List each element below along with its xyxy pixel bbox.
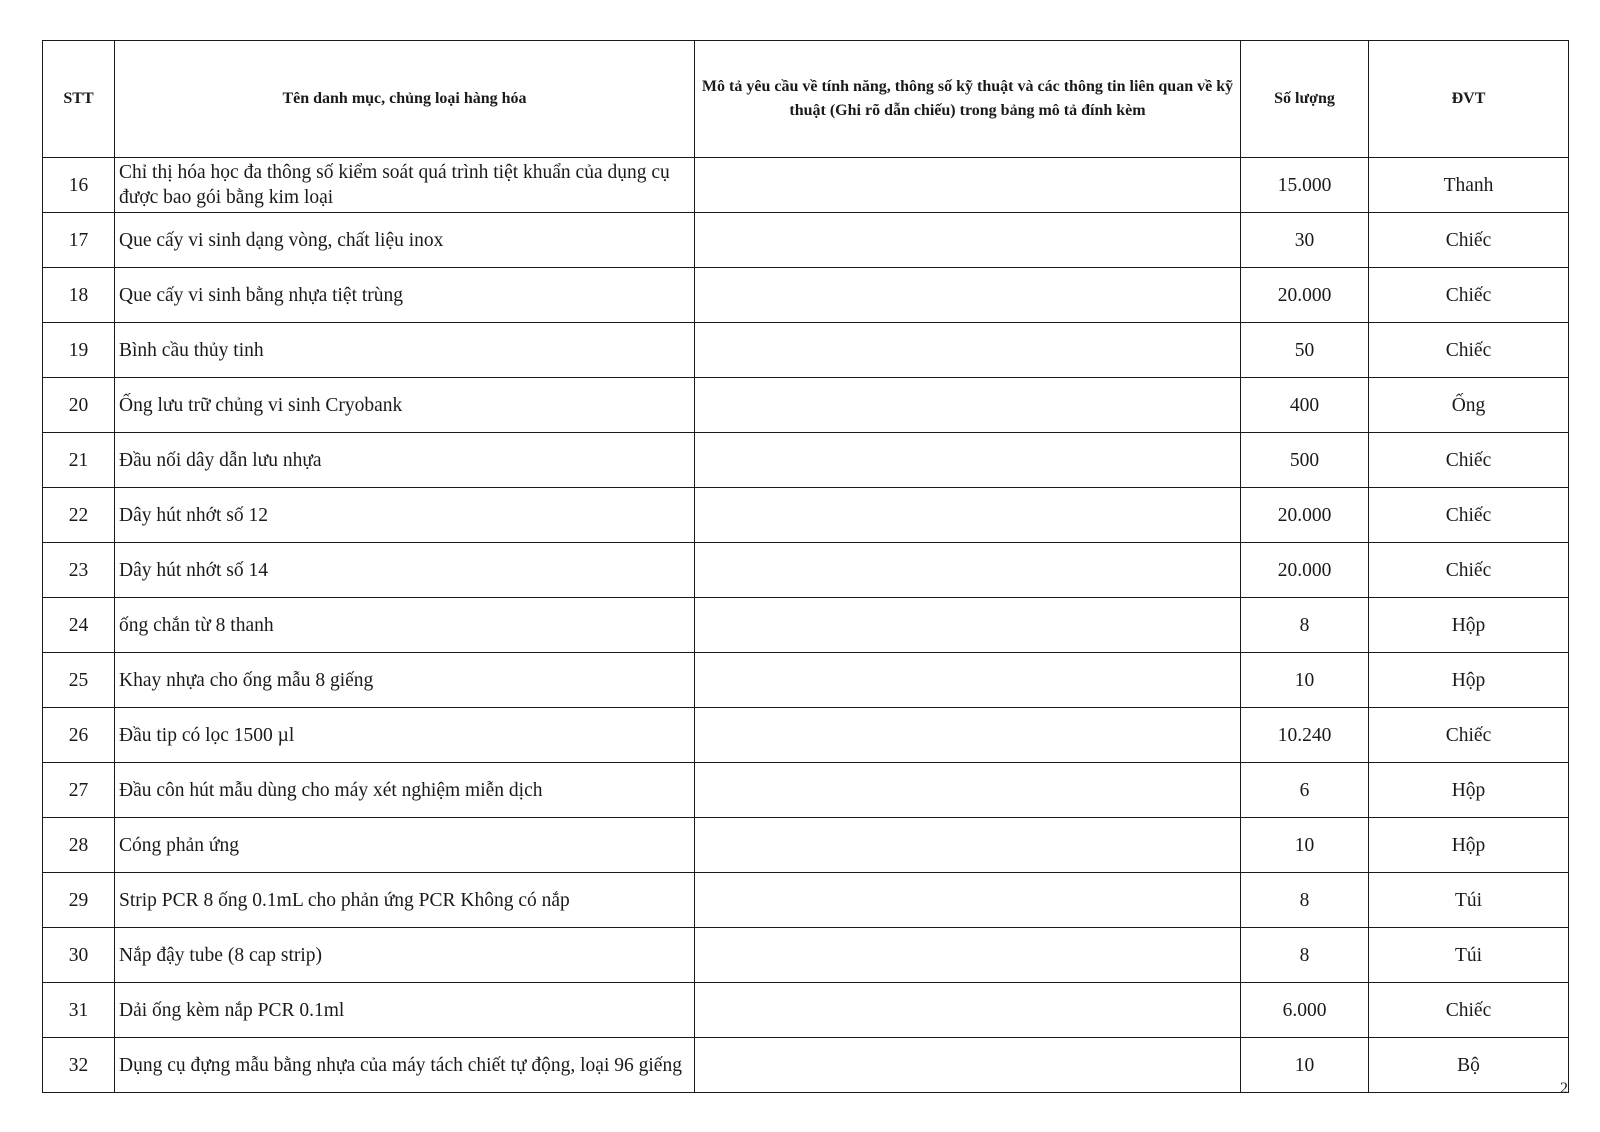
table-row [43,708,1569,763]
row-description [695,928,1241,983]
row-name: Dụng cụ đựng mẫu bằng nhựa của máy tách chiết tự động, loại 96 giếng [115,1038,695,1093]
row-stt: 25 [43,653,115,708]
header-stt: STT [43,41,115,158]
row-quantity: 500 [1241,433,1369,488]
row-quantity: 8 [1241,928,1369,983]
row-description [695,488,1241,543]
row-stt: 30 [43,928,115,983]
table-row [43,873,1569,928]
row-stt: 19 [43,323,115,378]
row-stt: 27 [43,763,115,818]
row-description [695,763,1241,818]
row-quantity: 20.000 [1241,543,1369,598]
row-quantity: 10 [1241,818,1369,873]
table-row [43,323,1569,378]
row-stt: 29 [43,873,115,928]
row-unit: Chiếc [1369,488,1569,543]
row-quantity: 6.000 [1241,983,1369,1038]
row-quantity: 30 [1241,213,1369,268]
header-unit: ĐVT [1369,41,1569,158]
row-quantity: 8 [1241,873,1369,928]
row-unit: Túi [1369,928,1569,983]
row-name: Que cấy vi sinh bằng nhựa tiệt trùng [115,268,695,323]
row-quantity: 400 [1241,378,1369,433]
row-unit: Ống [1369,378,1569,433]
table-row [43,268,1569,323]
row-description [695,708,1241,763]
row-description [695,873,1241,928]
row-name: Khay nhựa cho ống mẫu 8 giếng [115,653,695,708]
header-name: Tên danh mục, chủng loại hàng hóa [115,41,695,158]
row-description [695,653,1241,708]
row-quantity: 10 [1241,653,1369,708]
row-unit: Chiếc [1369,543,1569,598]
page-number: 2 [1560,1080,1568,1097]
row-description [695,323,1241,378]
row-name: Dây hút nhớt số 14 [115,543,695,598]
row-unit: Chiếc [1369,708,1569,763]
row-unit: Chiếc [1369,323,1569,378]
row-description [695,983,1241,1038]
row-unit: Bộ [1369,1038,1569,1093]
row-quantity: 20.000 [1241,488,1369,543]
row-unit: Chiếc [1369,983,1569,1038]
row-quantity: 10.240 [1241,708,1369,763]
row-stt: 28 [43,818,115,873]
table-row [43,378,1569,433]
row-quantity: 50 [1241,323,1369,378]
row-quantity: 8 [1241,598,1369,653]
table-row [43,653,1569,708]
row-unit: Hộp [1369,598,1569,653]
row-description [695,543,1241,598]
row-stt: 23 [43,543,115,598]
table-row [43,488,1569,543]
row-name: Bình cầu thủy tinh [115,323,695,378]
row-name: Dải ống kèm nắp PCR 0.1ml [115,983,695,1038]
row-name: Đầu côn hút mẫu dùng cho máy xét nghiệm miễn dịch [115,763,695,818]
row-unit: Hộp [1369,653,1569,708]
table-row [43,433,1569,488]
row-description [695,378,1241,433]
row-description [695,598,1241,653]
row-unit: Túi [1369,873,1569,928]
row-unit: Chiếc [1369,213,1569,268]
row-stt: 24 [43,598,115,653]
row-name: Dây hút nhớt số 12 [115,488,695,543]
row-stt: 31 [43,983,115,1038]
table-row [43,543,1569,598]
table-row [43,818,1569,873]
row-name: Ống lưu trữ chủng vi sinh Cryobank [115,378,695,433]
row-name: Cóng phản ứng [115,818,695,873]
row-description [695,158,1241,213]
table-row [43,158,1569,213]
table-row [43,1038,1569,1093]
row-description [695,1038,1241,1093]
row-stt: 20 [43,378,115,433]
header-description: Mô tả yêu cầu về tính năng, thông số kỹ thuật và các thông tin liên quan về kỹ thuật (Ghi rõ dẫn chiếu) trong bảng mô tả đính kèm [695,41,1241,158]
row-unit: Chiếc [1369,433,1569,488]
table-row [43,763,1569,818]
row-name: Que cấy vi sinh dạng vòng, chất liệu inox [115,213,695,268]
row-quantity: 10 [1241,1038,1369,1093]
row-stt: 32 [43,1038,115,1093]
row-unit: Hộp [1369,818,1569,873]
row-name: Đầu tip có lọc 1500 µl [115,708,695,763]
row-quantity: 15.000 [1241,158,1369,213]
row-description [695,268,1241,323]
row-description [695,818,1241,873]
row-unit: Chiếc [1369,268,1569,323]
row-unit: Hộp [1369,763,1569,818]
row-stt: 26 [43,708,115,763]
row-description [695,213,1241,268]
header-quantity: Số lượng [1241,41,1369,158]
table-header-row [43,41,1569,158]
row-unit: Thanh [1369,158,1569,213]
table-row [43,598,1569,653]
table-body [43,158,1569,1093]
row-name: Đầu nối dây dẫn lưu nhựa [115,433,695,488]
row-name: ống chắn từ 8 thanh [115,598,695,653]
table-row [43,928,1569,983]
table-row [43,213,1569,268]
row-stt: 21 [43,433,115,488]
row-stt: 17 [43,213,115,268]
row-name: Nắp đậy tube (8 cap strip) [115,928,695,983]
row-stt: 16 [43,158,115,213]
row-stt: 22 [43,488,115,543]
table-row [43,983,1569,1038]
goods-table-container [42,40,1568,1093]
row-description [695,433,1241,488]
goods-table [42,40,1569,1093]
row-stt: 18 [43,268,115,323]
row-name: Chỉ thị hóa học đa thông số kiểm soát quá trình tiệt khuẩn của dụng cụ được bao gói bằng kim loại [115,158,695,213]
row-quantity: 20.000 [1241,268,1369,323]
row-quantity: 6 [1241,763,1369,818]
row-name: Strip PCR 8 ống 0.1mL cho phản ứng PCR Không có nắp [115,873,695,928]
